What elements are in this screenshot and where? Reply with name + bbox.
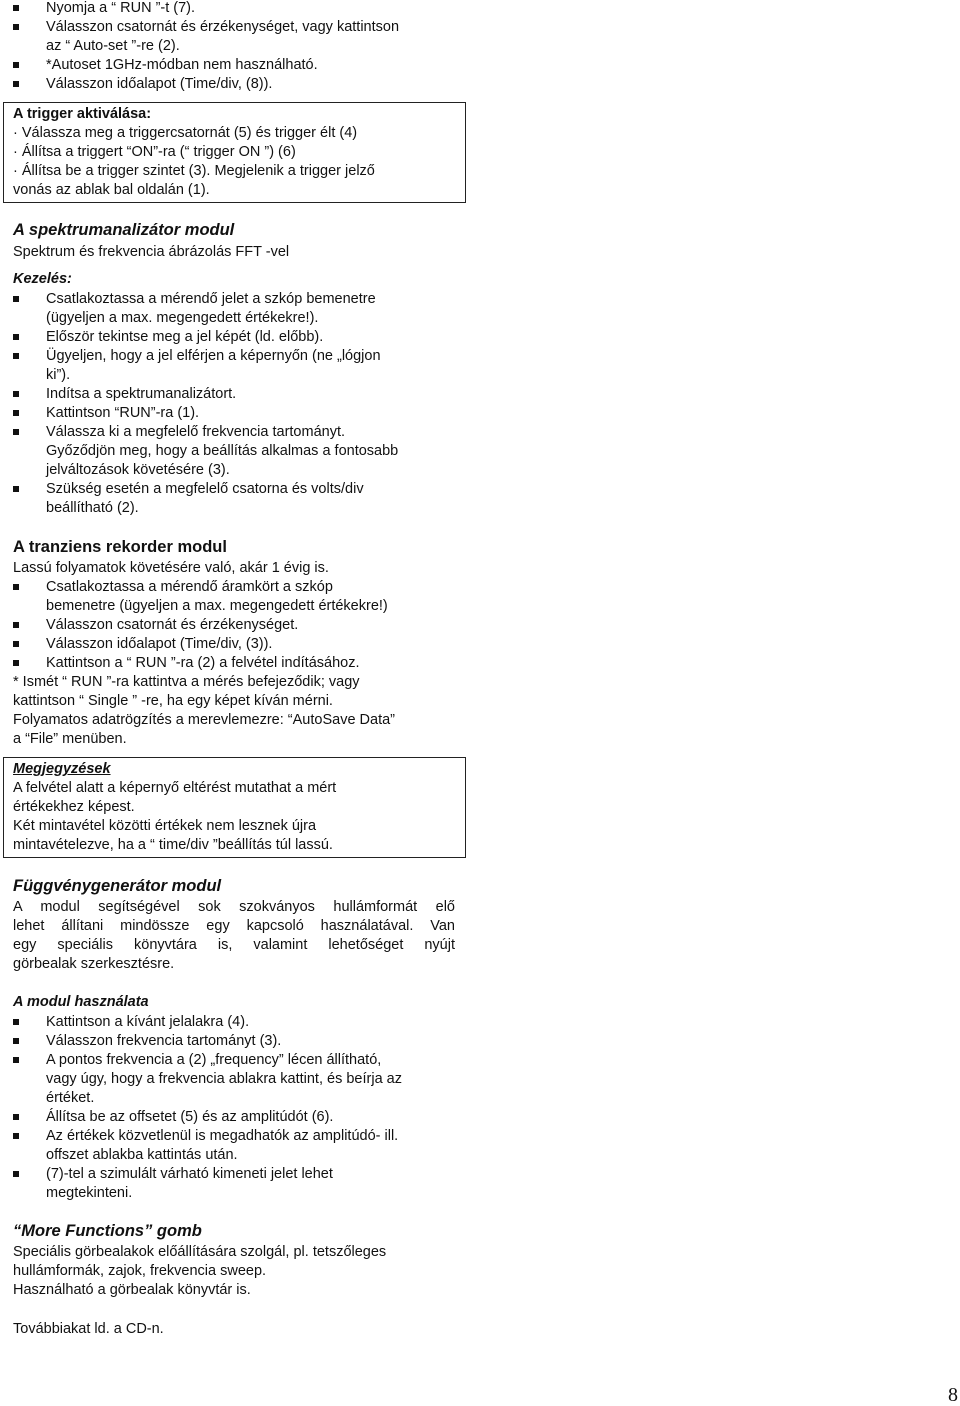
more-functions-line: Speciális görbealakok előállítására szolgál, pl. tetszőleges <box>13 1244 387 1260</box>
notes-box-title: Megjegyzések <box>13 761 111 777</box>
trigger-box-title: A trigger aktiválása: <box>13 106 152 122</box>
bullet-icon <box>13 429 19 435</box>
spectrum-item-cont: jelváltozások követésére (3). <box>46 462 230 478</box>
usage-item-cont: vagy úgy, hogy a frekvencia ablakra kattint, és beírja az <box>46 1071 402 1087</box>
top-list-item: Válasszon időalapot (Time/div, (8)). <box>46 76 273 92</box>
bullet-icon <box>13 81 19 87</box>
spectrum-item: Válassza ki a megfelelő frekvencia tartományt. <box>46 424 345 440</box>
usage-item: Állítsa be az offsetet (5) és az amplitúdót (6). <box>46 1109 334 1125</box>
function-gen-line: görbealak szerkesztésre. <box>13 956 175 972</box>
transient-note: kattintson “ Single ” -re, ha egy képet kíván mérni. <box>13 693 333 709</box>
top-list-item: *Autoset 1GHz-módban nem használható. <box>46 57 318 73</box>
bullet-icon <box>13 584 19 590</box>
kezeles-label: Kezelés: <box>13 271 72 287</box>
notes-box-line: Két mintavétel közötti értékek nem lesznek újra <box>13 818 317 834</box>
transient-heading: A tranziens rekorder modul <box>13 538 227 556</box>
transient-item: Válasszon időalapot (Time/div, (3)). <box>46 636 273 652</box>
transient-item-cont: bemenetre (ügyeljen a max. megengedett értékekre!) <box>46 598 388 614</box>
notes-box-line: mintavételezve, ha a “ time/div ”beállítás túl lassú. <box>13 837 333 853</box>
usage-item: Válasszon frekvencia tartományt (3). <box>46 1033 282 1049</box>
usage-item-cont: offszet ablakba kattintás után. <box>46 1147 238 1163</box>
footer-text: Továbbiakat ld. a CD-n. <box>13 1321 164 1337</box>
top-list-item: Válasszon csatornát és érzékenységet, vagy kattintson <box>46 19 400 35</box>
spectrum-item: Ügyeljen, hogy a jel elférjen a képernyőn (ne „lógjon <box>46 348 381 364</box>
function-gen-line: A modul segítségével sok szokványos hullámformát elő <box>13 899 455 915</box>
spectrum-item-cont: ki”). <box>46 367 71 383</box>
more-functions-line: hullámformák, zajok, frekvencia sweep. <box>13 1263 267 1279</box>
usage-item: Kattintson a kívánt jelalakra (4). <box>46 1014 250 1030</box>
transient-note: * Ismét “ RUN ”-ra kattintva a mérés befejeződik; vagy <box>13 674 360 690</box>
bullet-icon <box>13 62 19 68</box>
bullet-icon <box>13 5 19 11</box>
usage-item-cont: megtekinteni. <box>46 1185 133 1201</box>
bullet-icon <box>13 1114 19 1120</box>
bullet-icon <box>13 1057 19 1063</box>
transient-item: Kattintson a “ RUN ”-ra (2) a felvétel indításához. <box>46 655 360 671</box>
bullet-icon <box>13 410 19 416</box>
bullet-icon <box>13 641 19 647</box>
bullet-icon <box>13 622 19 628</box>
spectrum-item: Először tekintse meg a jel képét (ld. előbb). <box>46 329 324 345</box>
transient-note: Folyamatos adatrögzítés a merevlemezre: “AutoSave Data” <box>13 712 395 728</box>
function-gen-line: lehet állítani mindössze egy kapcsoló használatával. Van <box>13 918 455 934</box>
bullet-icon <box>13 1019 19 1025</box>
function-gen-line: egy speciális könyvtára is, valamint lehetőséget nyújt <box>13 937 455 953</box>
bullet-icon <box>13 1133 19 1139</box>
spectrum-item-cont: Győződjön meg, hogy a beállítás alkalmas a fontosabb <box>46 443 399 459</box>
transient-intro: Lassú folyamatok követésére való, akár 1 évig is. <box>13 560 329 576</box>
bullet-icon <box>13 334 19 340</box>
bullet-icon <box>13 1038 19 1044</box>
bullet-icon <box>13 486 19 492</box>
spectrum-subtitle: Spektrum és frekvencia ábrázolás FFT -vel <box>13 244 290 260</box>
trigger-box-line: · Válassza meg a triggercsatornát (5) és trigger élt (4) <box>13 125 358 141</box>
spectrum-item: Kattintson “RUN”-ra (1). <box>46 405 200 421</box>
bullet-icon <box>13 660 19 666</box>
transient-item: Csatlakoztassa a mérendő áramkört a szkóp <box>46 579 333 595</box>
notes-box-line: A felvétel alatt a képernyő eltérést mutathat a mért <box>13 780 337 796</box>
spectrum-item: Szükség esetén a megfelelő csatorna és volts/div <box>46 481 364 497</box>
spectrum-heading: A spektrumanalizátor modul <box>13 221 235 239</box>
spectrum-item: Indítsa a spektrumanalizátort. <box>46 386 237 402</box>
top-list-item: Nyomja a “ RUN ”-t (7). <box>46 0 196 16</box>
function-gen-heading: Függvénygenerátor modul <box>13 877 222 895</box>
bullet-icon <box>13 391 19 397</box>
trigger-box-line: · Állítsa be a trigger szintet (3). Megjelenik a trigger jelző <box>13 163 375 179</box>
usage-item: Az értékek közvetlenül is megadhatók az amplitúdó- ill. <box>46 1128 399 1144</box>
bullet-icon <box>13 1171 19 1177</box>
bullet-icon <box>13 24 19 30</box>
transient-note: a “File” menüben. <box>13 731 127 747</box>
trigger-box-line: · Állítsa a triggert “ON”-ra (“ trigger ON ”) (6) <box>13 144 296 160</box>
spectrum-item-cont: (ügyeljen a max. megengedett értékekre!). <box>46 310 319 326</box>
more-functions-heading: “More Functions” gomb <box>13 1222 202 1240</box>
usage-item-cont: értéket. <box>46 1090 95 1106</box>
more-functions-line: Használható a görbealak könyvtár is. <box>13 1282 251 1298</box>
bullet-icon <box>13 353 19 359</box>
usage-item: A pontos frekvencia a (2) „frequency” lécen állítható, <box>46 1052 382 1068</box>
bullet-icon <box>13 296 19 302</box>
function-gen-paragraph <box>13 898 455 974</box>
page-number: 8 <box>948 1384 958 1406</box>
notes-box-line: értékekhez képest. <box>13 799 135 815</box>
spectrum-item: Csatlakoztassa a mérendő jelet a szkóp bemenetre <box>46 291 376 307</box>
transient-item: Válasszon csatornát és érzékenységet. <box>46 617 299 633</box>
usage-item: (7)-tel a szimulált várható kimeneti jelet lehet <box>46 1166 333 1182</box>
trigger-box-line: vonás az ablak bal oldalán (1). <box>13 182 210 198</box>
top-list-item-cont: az “ Auto-set ”-re (2). <box>46 38 180 54</box>
spectrum-item-cont: beállítható (2). <box>46 500 139 516</box>
usage-heading: A modul használata <box>13 994 149 1010</box>
